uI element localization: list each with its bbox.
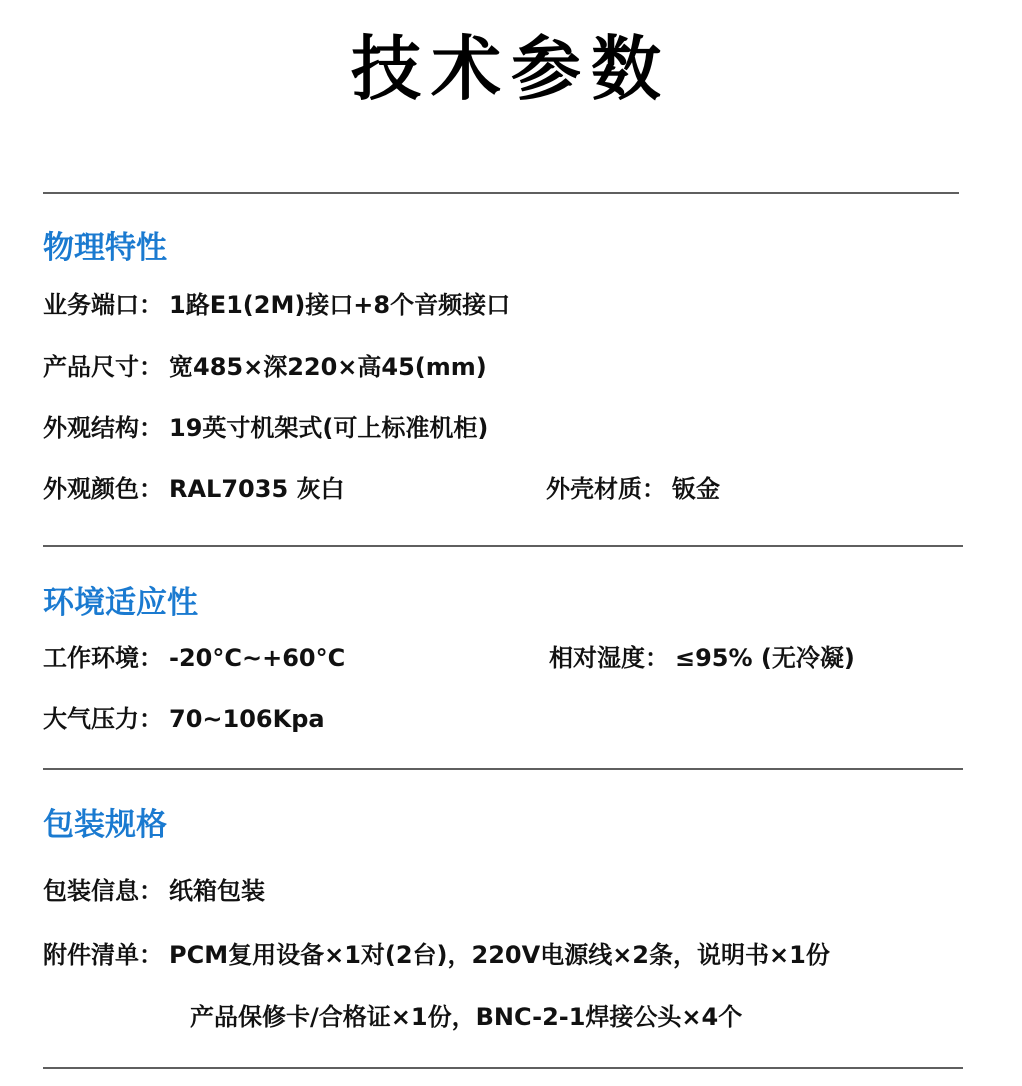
- spec-label: 外壳材质：: [546, 475, 666, 503]
- spec-row-color: [43, 471, 345, 507]
- spec-row-pressure: [43, 701, 325, 737]
- divider: [43, 192, 959, 194]
- spec-value: ≤95% (无冷凝): [675, 644, 855, 672]
- spec-row-material: [546, 471, 720, 507]
- spec-row-ports: [43, 287, 510, 323]
- spec-accessories-continued: 产品保修卡/合格证×1份，BNC-2-1焊接公头×4个: [190, 1003, 743, 1031]
- spec-value: 70~106Kpa: [169, 705, 325, 733]
- spec-value: 1路E1(2M)接口+8个音频接口: [169, 291, 511, 319]
- spec-label: 附件清单：: [43, 941, 163, 969]
- section-title-packaging: 包装规格: [43, 807, 167, 843]
- spec-row-packaging-info: [43, 873, 265, 909]
- section-title-environment: 环境适应性: [43, 585, 198, 621]
- divider: [43, 1067, 963, 1069]
- spec-value: RAL7035 灰白: [169, 475, 345, 503]
- spec-row-accessories: [43, 937, 830, 973]
- spec-row-humidity: [549, 640, 855, 676]
- spec-label: 产品尺寸：: [43, 353, 163, 381]
- spec-label: 外观结构：: [43, 414, 163, 442]
- page-title: 技术参数: [351, 28, 671, 110]
- spec-label: 外观颜色：: [43, 475, 163, 503]
- spec-row-operating-temp: [43, 640, 345, 676]
- spec-label: 工作环境：: [43, 644, 163, 672]
- spec-label: 大气压力：: [43, 705, 163, 733]
- spec-label: 包装信息：: [43, 877, 163, 905]
- spec-row-dimensions: [43, 349, 487, 385]
- spec-value: 钣金: [672, 475, 720, 503]
- spec-value: -20°C~+60°C: [169, 644, 346, 672]
- spec-value: PCM复用设备×1对(2台)，220V电源线×2条，说明书×1份: [169, 941, 830, 969]
- divider: [43, 545, 963, 547]
- spec-value: 19英寸机架式(可上标准机柜): [169, 414, 489, 442]
- spec-row-structure: [43, 410, 488, 446]
- section-title-physical: 物理特性: [43, 230, 167, 266]
- spec-value: 宽485×深220×高45(mm): [169, 353, 487, 381]
- spec-label: 业务端口：: [43, 291, 163, 319]
- spec-label: 相对湿度：: [549, 644, 669, 672]
- divider: [43, 768, 963, 770]
- spec-value: 纸箱包装: [169, 877, 265, 905]
